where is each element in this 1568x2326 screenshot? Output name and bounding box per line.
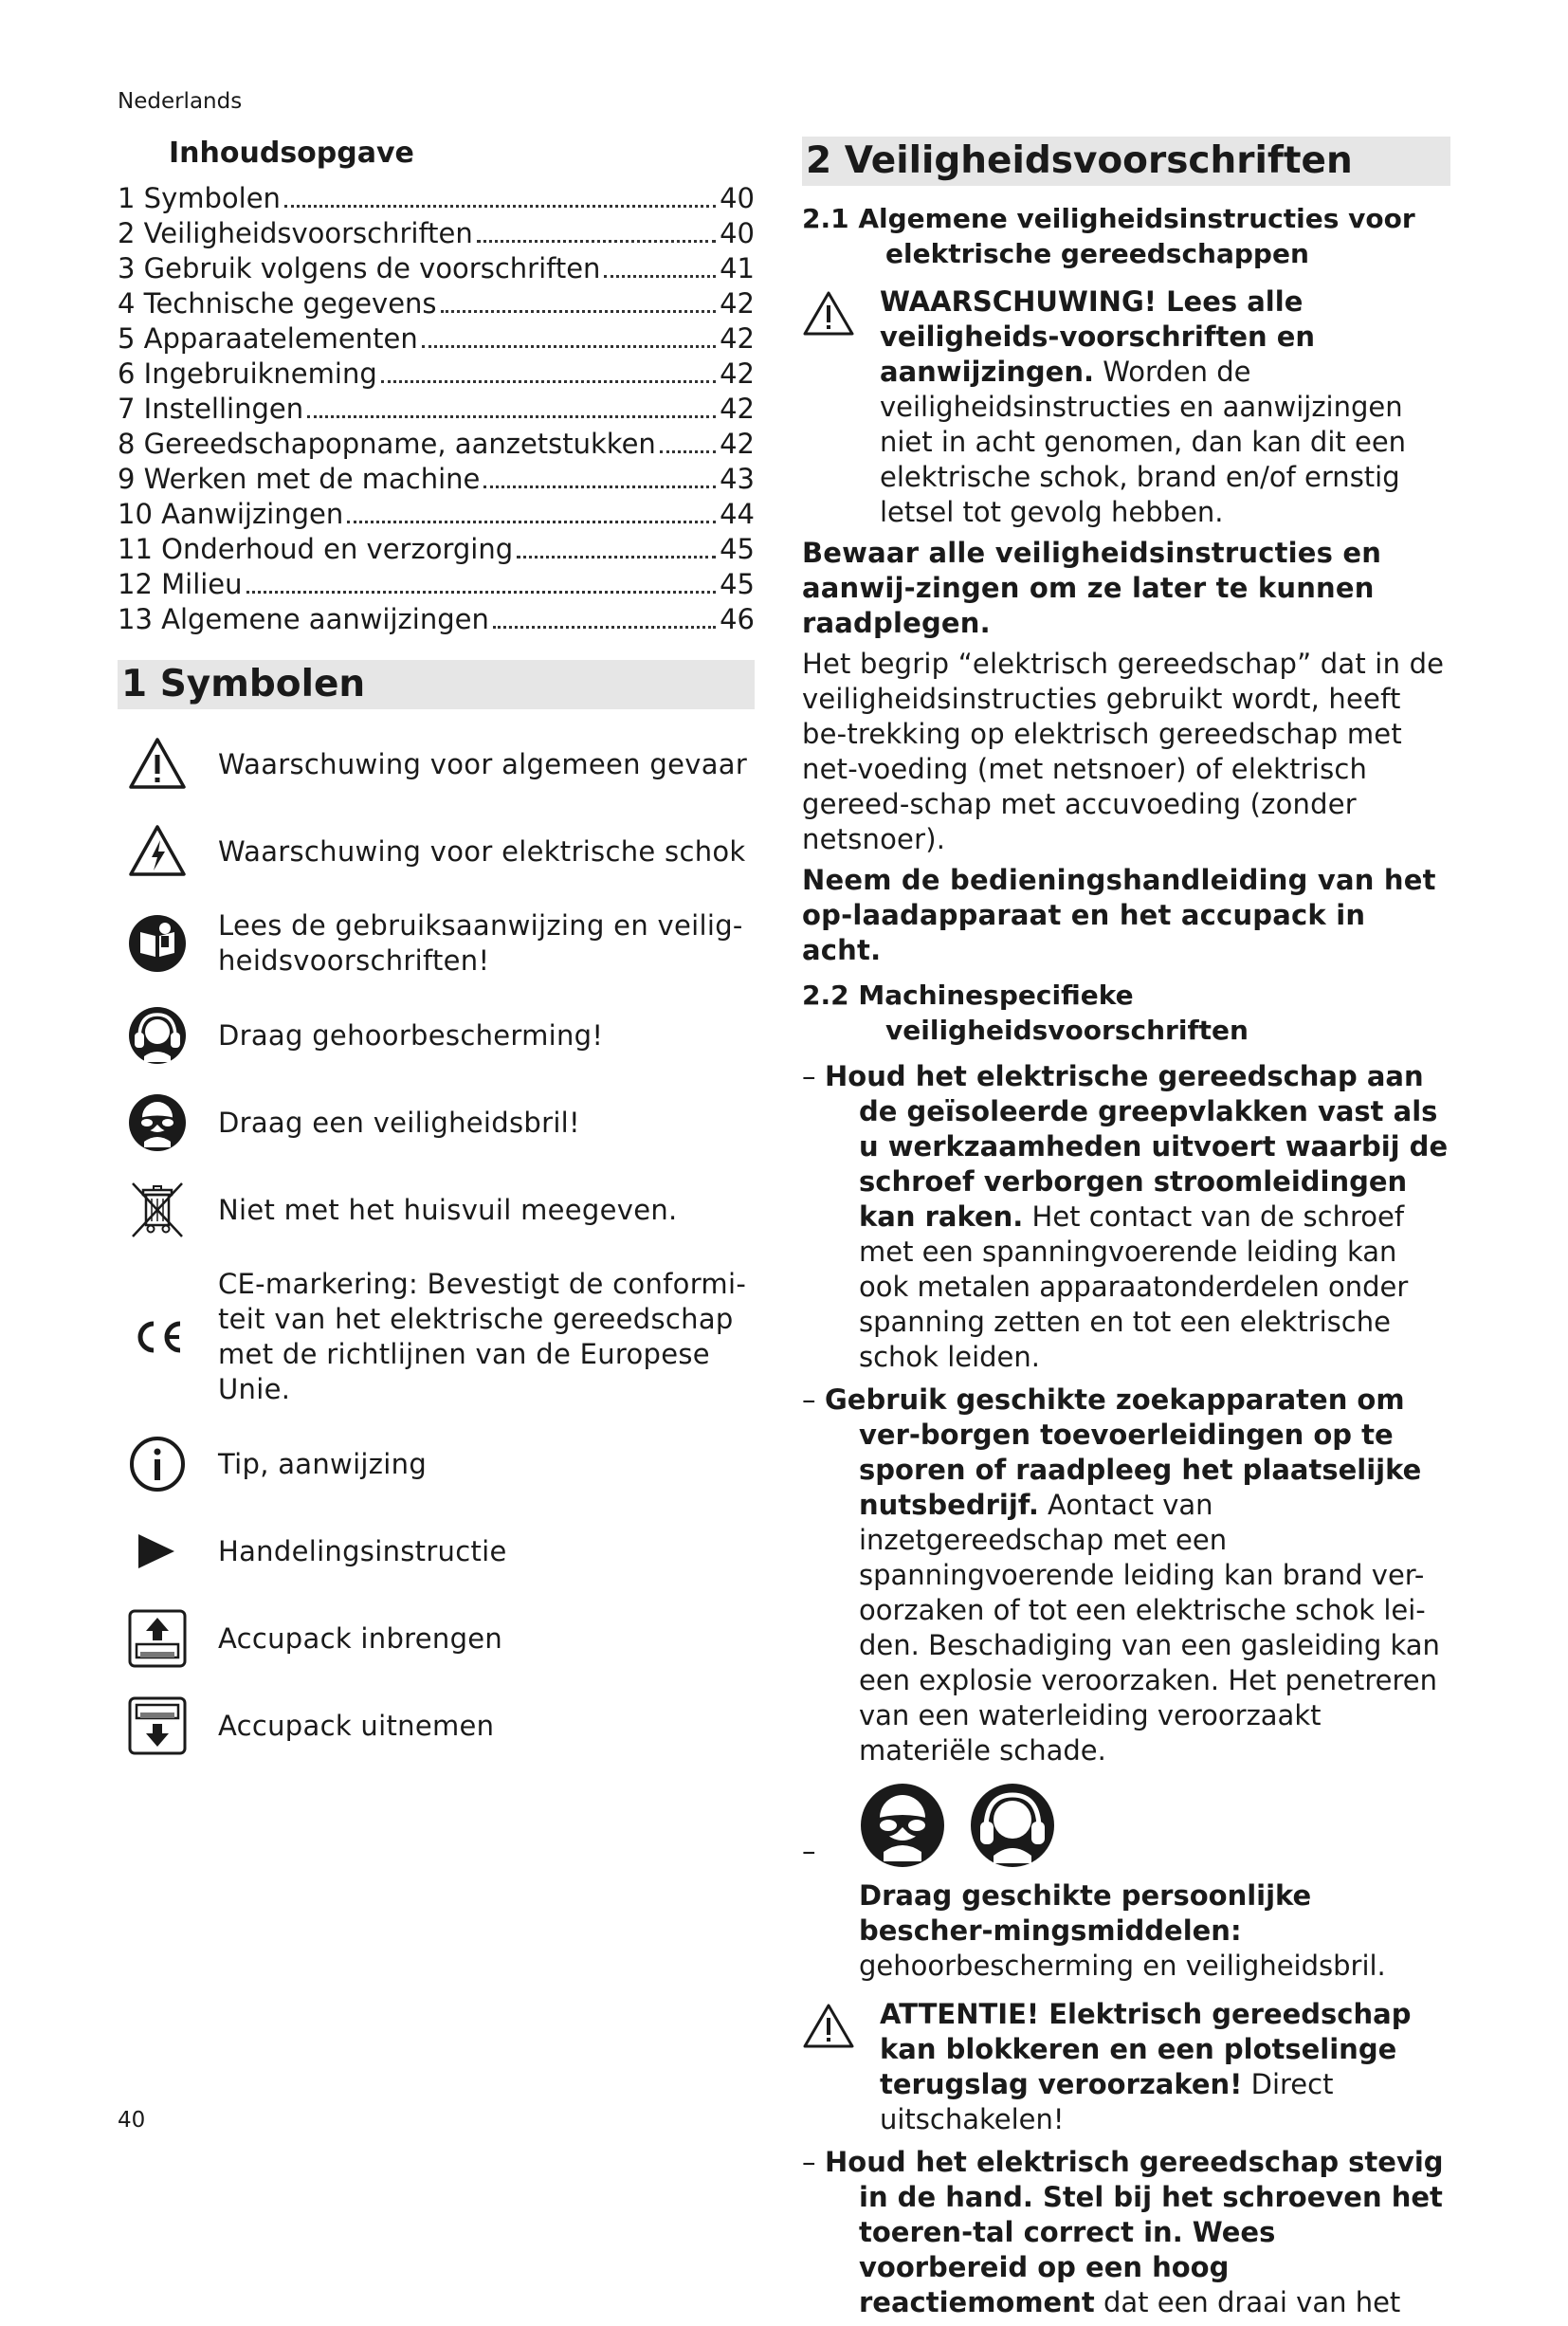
symbol-description: Accupack inbrengen bbox=[218, 1621, 503, 1655]
attention-warning bbox=[802, 1997, 1450, 2137]
toc-item-label: 11 Onderhoud en verzorging bbox=[118, 533, 514, 565]
toc-title: Inhoudsopgave bbox=[169, 137, 414, 170]
item-bold-text: Draag geschikte persoonlijke bescher-mingsmiddelen: bbox=[859, 1879, 1312, 1947]
safety-item-detectors bbox=[802, 1383, 1450, 1768]
ce-mark-icon bbox=[127, 1307, 188, 1367]
toc-item-label: 6 Ingebruikneming bbox=[118, 357, 377, 390]
toc-item-label: 10 Aanwijzingen bbox=[118, 498, 344, 530]
symbol-description: Waarschuwing voor elektrische schok bbox=[218, 834, 746, 868]
symbol-description: Draag gehoorbescherming! bbox=[218, 1018, 604, 1052]
toc-leader-dots bbox=[441, 310, 717, 313]
dash-bullet: – bbox=[802, 1060, 816, 1092]
info-icon bbox=[127, 1434, 188, 1494]
item-text: Het contact van de schroef met een spanningvoerende leiding kan ook metalen apparaatonderdelen onder spanning zetten en tot een elektrische schok leiden. bbox=[859, 1200, 1409, 1373]
ear-protection-icon bbox=[127, 1005, 188, 1066]
safety-item-ppe bbox=[802, 1878, 1450, 1984]
symbol-description: CE-markering: Bevestigt de conformi-teit van het elektrische gereedschap met de richtlijnen van de Europese Unie. bbox=[218, 1268, 747, 1405]
symbol-row bbox=[118, 1180, 755, 1240]
symbol-row bbox=[118, 1092, 755, 1153]
subheading-2-1-line1: 2.1 Algemene veiligheidsinstructies voor bbox=[802, 203, 1415, 234]
subheading-2-1 bbox=[802, 201, 1450, 271]
toc-item-label: 2 Veiligheidsvoorschriften bbox=[118, 217, 473, 249]
page-number: 40 bbox=[118, 2108, 146, 2133]
toc-item bbox=[118, 321, 755, 357]
item-bold-text: Houd het elektrische gereedschap aan de geïsoleerde greepvlakken vast als u werkzaamheden uitvoert waarbij de schroef verborgen stroomleidingen kan raken. bbox=[825, 1060, 1449, 1233]
battery-insert-icon bbox=[127, 1608, 188, 1669]
toc-leader-dots bbox=[422, 345, 716, 348]
toc-item-page: 42 bbox=[720, 287, 755, 320]
safety-item-insulated-grip bbox=[802, 1059, 1450, 1375]
toc-item bbox=[118, 602, 755, 637]
toc-item bbox=[118, 532, 755, 567]
item-text: Aontact van inzetgereedschap met een spanningvoerende leiding kan brand ver-oorzaken of tot een elektrische schok lei-den. Beschadiging van een gasleiding kan een explosie veroorzaken. Het penetreren van een waterleiding veroorzaakt materiële schade. bbox=[859, 1489, 1440, 1767]
ear-protection-icon bbox=[969, 1782, 1056, 1869]
symbol-row bbox=[118, 1521, 755, 1582]
symbol-row bbox=[118, 1608, 755, 1669]
toc-leader-dots bbox=[284, 205, 716, 208]
toc-item-label: 9 Werken met de machine bbox=[118, 463, 481, 495]
toc-item bbox=[118, 462, 755, 497]
subheading-2-2-line2: veiligheidsvoorschriften bbox=[885, 1015, 1249, 1046]
toc-item-page: 41 bbox=[720, 252, 755, 284]
toc-item-label: 7 Instellingen bbox=[118, 393, 304, 425]
dash-bullet: – bbox=[802, 1383, 816, 1416]
toc-leader-dots bbox=[477, 240, 716, 243]
toc-item-page: 45 bbox=[720, 568, 755, 600]
toc-item-page: 40 bbox=[720, 182, 755, 214]
toc-item bbox=[118, 497, 755, 532]
toc-item-label: 8 Gereedschapopname, aanzetstukken bbox=[118, 428, 656, 460]
toc-item-page: 42 bbox=[720, 393, 755, 425]
toc-item bbox=[118, 427, 755, 462]
toc-item-label: 1 Symbolen bbox=[118, 182, 281, 214]
symbol-description: Draag een veiligheidsbril! bbox=[218, 1106, 580, 1139]
dash-bullet: – bbox=[802, 2146, 816, 2178]
warning-triangle-icon bbox=[127, 734, 188, 795]
term-definition-text: Het begrip “elektrisch gereedschap” dat in de veiligheidsinstructies gebruikt wordt, heeft be-trekking op elektrisch gereedschap met net-voeding (met netsnoer) of elektrisch gereed-schap met accuvoeding (zonder netsnoer). bbox=[802, 648, 1445, 855]
symbols-list bbox=[118, 734, 755, 1756]
item-bold-text: Gebruik geschikte zoekapparaten om ver-borgen toevoerleidingen op te sporen of raadpleeg het plaatselijke nutsbedrijf. bbox=[825, 1383, 1422, 1521]
safety-glasses-icon bbox=[859, 1782, 946, 1869]
symbol-row bbox=[118, 1695, 755, 1756]
toc-leader-dots bbox=[493, 626, 716, 629]
toc-item-page: 42 bbox=[720, 322, 755, 355]
toc-item bbox=[118, 286, 755, 321]
warning-triangle-icon bbox=[802, 2003, 855, 2050]
section-symbols-title: 1 Symbolen bbox=[118, 660, 755, 709]
toc-leader-dots bbox=[660, 450, 716, 453]
warning-text: Worden de veiligheidsinstructies en aanwijzingen niet in acht genomen, dan kan dit een elektrische schok, brand en/of ernstig letsel tot gevolg hebben. bbox=[880, 356, 1407, 528]
symbol-row bbox=[118, 1267, 755, 1407]
warning-bold-text: WAARSCHUWING! Lees alle veiligheids-voorschriften en aanwijzingen. bbox=[880, 285, 1316, 388]
toc-item bbox=[118, 567, 755, 602]
play-arrow-icon bbox=[127, 1521, 188, 1582]
toc-item bbox=[118, 357, 755, 392]
warning-triangle-icon bbox=[802, 290, 855, 338]
symbol-row bbox=[118, 1434, 755, 1494]
symbol-row bbox=[118, 734, 755, 795]
toc-leader-dots bbox=[347, 521, 716, 523]
toc-item-label: 4 Technische gegevens bbox=[118, 287, 437, 320]
toc-leader-dots bbox=[246, 591, 717, 594]
item-text: dat een draai van het bbox=[1094, 2286, 1401, 2318]
toc-leader-dots bbox=[604, 275, 716, 278]
toc-item-page: 40 bbox=[720, 217, 755, 249]
subheading-2-1-line2: elektrische gereedschappen bbox=[885, 238, 1309, 269]
toc-item-label: 12 Milieu bbox=[118, 568, 243, 600]
toc-leader-dots bbox=[517, 556, 716, 559]
toc-item-page: 44 bbox=[720, 498, 755, 530]
battery-remove-icon bbox=[127, 1695, 188, 1756]
keep-instructions-text: Bewaar alle veiligheidsinstructies en aanwij-zingen om ze later te kunnen raadplegen. bbox=[802, 537, 1382, 639]
left-column bbox=[118, 133, 755, 1783]
symbol-row bbox=[118, 821, 755, 882]
symbol-description: Tip, aanwijzing bbox=[218, 1447, 428, 1480]
item-bold-text: Houd het elektrisch gereedschap stevig in de hand. Stel bij het schroeven het toeren-tal correct in. Wees voorbereid op een hoog reactiemoment bbox=[825, 2146, 1444, 2318]
section-safety-title: 2 Veiligheidsvoorschriften bbox=[802, 137, 1450, 186]
toc-item-page: 42 bbox=[720, 428, 755, 460]
toc-item-label: 3 Gebruik volgens de voorschriften bbox=[118, 252, 601, 284]
symbol-description: Accupack uitnemen bbox=[218, 1709, 495, 1742]
ppe-icons bbox=[802, 1782, 1450, 1869]
subheading-2-2-line1: 2.2 Machinespecifieke bbox=[802, 980, 1134, 1011]
symbol-row bbox=[118, 1005, 755, 1066]
toc-item bbox=[118, 216, 755, 251]
toc-item-page: 43 bbox=[720, 463, 755, 495]
attention-bold-text: ATTENTIE! Elektrisch gereedschap kan blokkeren en een plotselinge terugslag veroorzaken! bbox=[880, 1998, 1412, 2100]
subheading-2-2 bbox=[802, 978, 1450, 1048]
attention-text: Direct uitschakelen! bbox=[880, 2068, 1334, 2135]
symbol-description: Niet met het huisvuil meegeven. bbox=[218, 1193, 678, 1226]
toc-item-label: 5 Apparaatelementen bbox=[118, 322, 418, 355]
toc-leader-dots bbox=[381, 380, 716, 383]
toc-item bbox=[118, 181, 755, 216]
item-text: gehoorbescherming en veiligheidsbril. bbox=[859, 1950, 1386, 1982]
symbol-description: Handelingsinstructie bbox=[218, 1534, 507, 1567]
toc-item bbox=[118, 392, 755, 427]
safety-item-hold-firmly bbox=[802, 2145, 1450, 2320]
toc-item-page: 42 bbox=[720, 357, 755, 390]
safety-glasses-icon bbox=[127, 1092, 188, 1153]
crossed-bin-icon bbox=[127, 1180, 188, 1240]
charger-manual-text: Neem de bedieningshandleiding van het op-laadapparaat en het accupack in acht. bbox=[802, 864, 1436, 966]
toc-item-page: 46 bbox=[720, 603, 755, 635]
read-manual-icon bbox=[127, 913, 188, 974]
language-label: Nederlands bbox=[118, 89, 243, 114]
dash-bullet: – bbox=[802, 1835, 816, 1867]
right-column bbox=[802, 133, 1450, 2326]
toc-item bbox=[118, 251, 755, 286]
toc-item-page: 45 bbox=[720, 533, 755, 565]
electric-shock-icon bbox=[127, 821, 188, 882]
toc-list bbox=[118, 181, 755, 637]
general-warning bbox=[802, 284, 1450, 530]
symbol-description: Lees de gebruiksaanwijzing en veilig-heidsvoorschriften! bbox=[218, 909, 743, 977]
symbol-row bbox=[118, 908, 755, 979]
toc-item-label: 13 Algemene aanwijzingen bbox=[118, 603, 489, 635]
toc-leader-dots bbox=[307, 415, 716, 418]
toc-leader-dots bbox=[483, 485, 716, 488]
symbol-description: Waarschuwing voor algemeen gevaar bbox=[218, 747, 748, 780]
